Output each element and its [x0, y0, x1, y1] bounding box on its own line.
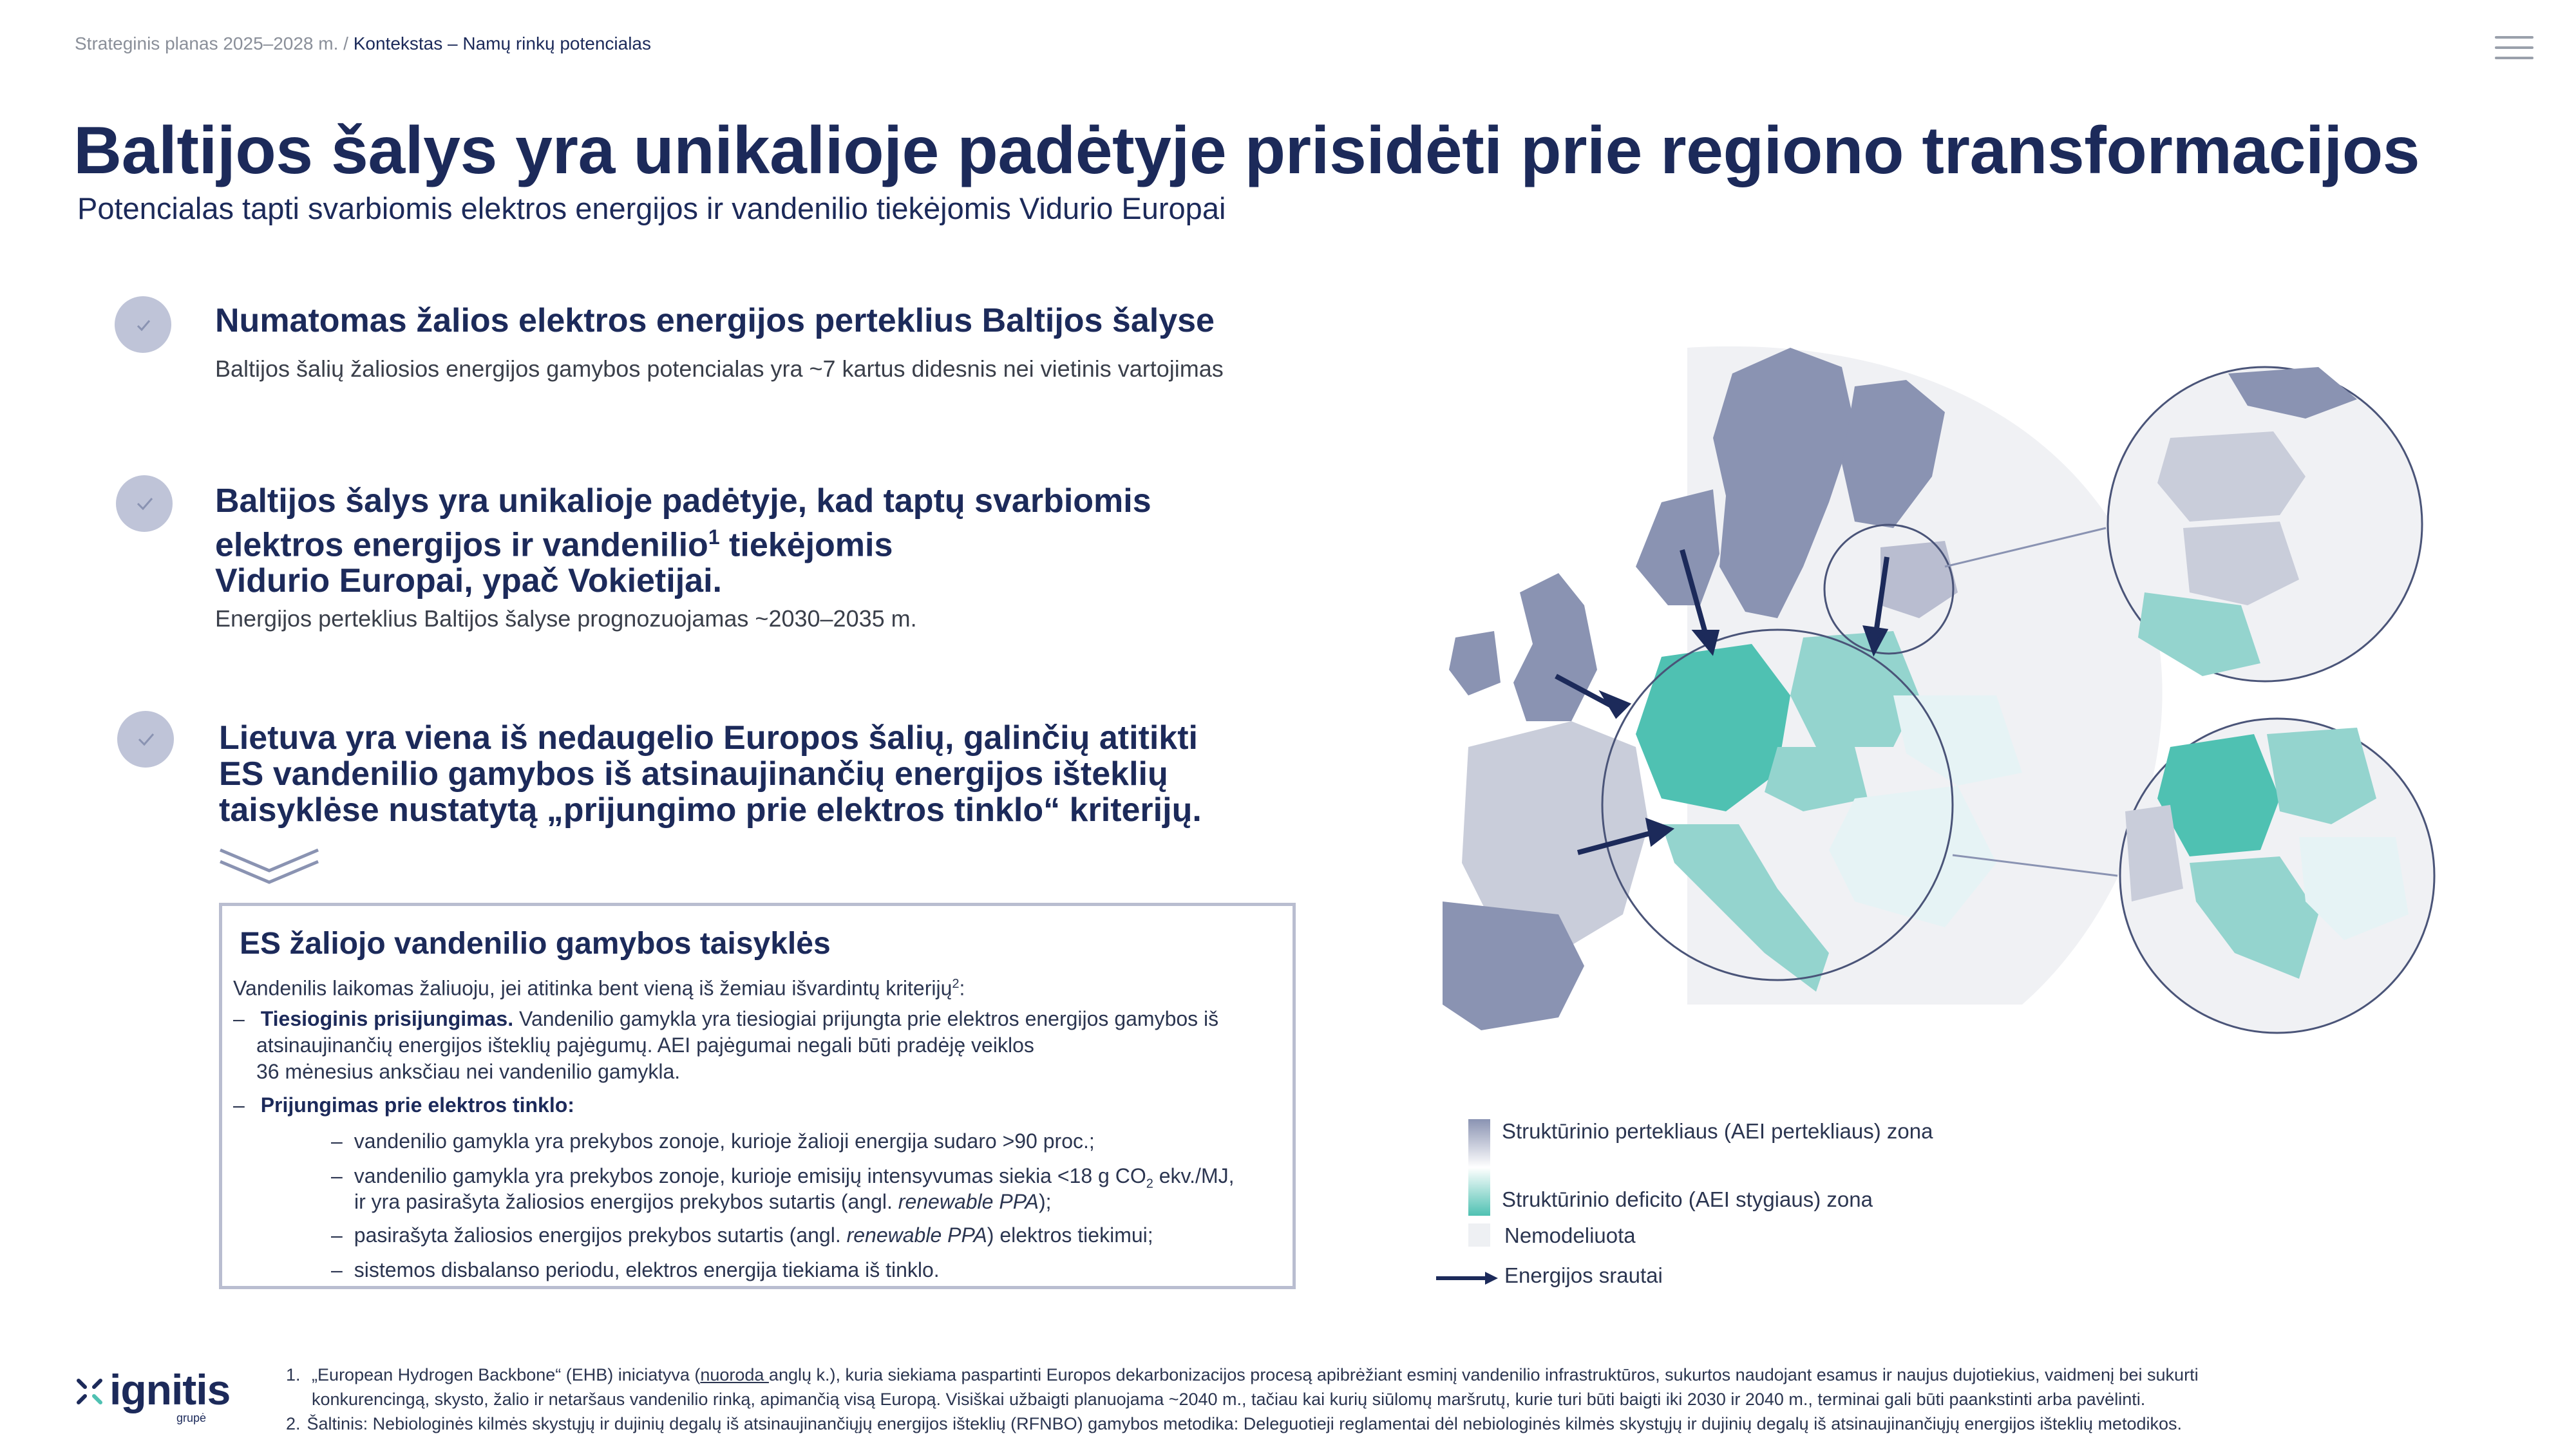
rules-criterion-1-l2: atsinaujinančių energijos išteklių pajėgumų. AEI pajėgumai negali būti pradėję veiklos — [256, 1034, 1034, 1057]
europe-map — [1443, 335, 2460, 1069]
point-3-heading: Lietuva yra viena iš nedaugelio Europos šalių, galinčių atitikti ES vandenilio gamybos iš atsinaujinančių energijos išteklių taisyklėse nustatytą „prijungimo prie elektros tinklo“ kriterijų. — [219, 719, 1202, 829]
rules-criterion-1-l3: 36 mėnesius anksčiau nei vandenilio gamykla. — [256, 1060, 681, 1083]
footnote-1-l2: konkurencingą, skysto, žalio ir netaršaus vandenilio rinką, apimančią visą Europą. Visiškai užbaigti planuojama ~2040 m., tačiau kai kurių siūlomų maršrutų, kurie turi būti baigti iki 2030 ir 2040 m., terminai gali būti paankstinti arba pavėlinti. — [312, 1390, 2146, 1409]
point-1-heading: Numatomas žalios elektros energijos perteklius Baltijos šalyse — [215, 302, 1215, 339]
page-title: Baltijos šalys yra unikalioje padėtyje prisidėti prie regiono transformacijos — [73, 113, 2420, 188]
point-2-heading: Baltijos šalys yra unikalioje padėtyje, kad taptų svarbiomis elektros energijos ir vandenilio$^1$ tiekėjomis Vidurio Europai, ypač Vokietijai. — [215, 482, 1151, 600]
rules-sub-1: – vandenilio gamykla yra prekybos zonoje, kurioje žalioji energija sudaro >90 proc.; — [331, 1129, 1095, 1153]
legend-neutral-swatch — [1468, 1223, 1490, 1247]
check-circle-icon — [116, 475, 173, 532]
breadcrumb-current: Kontekstas – Namų rinkų potencialas — [353, 33, 651, 53]
menu-icon[interactable] — [2495, 36, 2533, 62]
breadcrumb-parent[interactable]: Strateginis planas 2025–2028 m. — [75, 33, 339, 53]
page-subtitle: Potencialas tapti svarbiomis elektros energijos ir vandenilio tiekėjomis Vidurio Europai — [77, 191, 1226, 225]
rules-criterion-2: – Prijungimas prie elektros tinklo: — [233, 1093, 574, 1117]
footnote-link[interactable]: nuoroda — [700, 1365, 769, 1384]
footnote-1: 1. „European Hydrogen Backbone“ (EHB) iniciatyva (nuoroda anglų k.), kuria siekiama paspartinti Europos dekarbonizacijos procesą apibrėžiant esminį vandenilio infrastruktūros, sukurtos naudojant esamus ir naujus dujotiekius, vaidmenį bei sukurti — [286, 1365, 2199, 1384]
legend-arrow-icon — [1434, 1269, 1501, 1288]
rules-box-title: ES žaliojo vandenilio gamybos taisyklės — [240, 927, 831, 961]
rules-sub-3: – pasirašyta žaliosios energijos prekybos sutartis (angl. renewable PPA) elektros tiekimui; — [331, 1223, 1153, 1247]
rules-intro: Vandenilis laikomas žaliuoju, jei atitinka bent vieną iš žemiau išvardintų kriterijų$^2$: — [233, 976, 965, 1000]
ignitis-star-icon — [73, 1375, 106, 1408]
point-1-desc: Baltijos šalių žaliosios energijos gamybos potencialas yra ~7 kartus didesnis nei vietinis vartojimas — [215, 355, 1224, 382]
legend-not-modeled: Nemodeliuota — [1504, 1223, 1636, 1247]
legend-flows: Energijos srautai — [1504, 1263, 1663, 1287]
rules-criterion-1: – Tiesioginis prisijungimas. Vandenilio gamykla yra tiesiogiai prijungta prie elektros energijos gamybos iš — [233, 1007, 1219, 1030]
legend-gradient — [1468, 1119, 1490, 1216]
breadcrumb — [75, 33, 651, 54]
footnote-2: 2. Šaltinis: Nebiologinės kilmės skystųjų ir dujinių degalų iš atsinaujinančiųjų energijos išteklių (RFNBO) gamybos metodika: Deleguotieji reglamentai dėl nebiologinės kilmės skystųjų ir dujinių degalų iš atsinaujinančiųjų energijos išteklių metodikos. — [286, 1414, 2182, 1433]
rules-sub-4: – sistemos disbalanso periodu, elektros energija tiekiama iš tinklo. — [331, 1258, 940, 1281]
check-circle-icon — [115, 296, 171, 353]
legend-deficit: Struktūrinio deficito (AEI stygiaus) zona — [1502, 1187, 1873, 1211]
legend-surplus: Struktūrinio pertekliaus (AEI pertekliaus) zona — [1502, 1119, 1933, 1143]
chevron-down-icon — [218, 846, 321, 887]
rules-sub-2-l2: ir yra pasirašyta žaliosios energijos prekybos sutartis (angl. renewable PPA); — [354, 1190, 1052, 1213]
check-circle-icon — [117, 711, 174, 768]
rules-sub-2: – vandenilio gamykla yra prekybos zonoje, kurioje emisijų intensyvumas siekia <18 g $CO_2$ ekv./MJ, — [331, 1164, 1235, 1191]
point-2-desc: Energijos perteklius Baltijos šalyse prognozuojamas ~2030–2035 m. — [215, 605, 917, 632]
breadcrumb-separator: / — [338, 33, 354, 53]
